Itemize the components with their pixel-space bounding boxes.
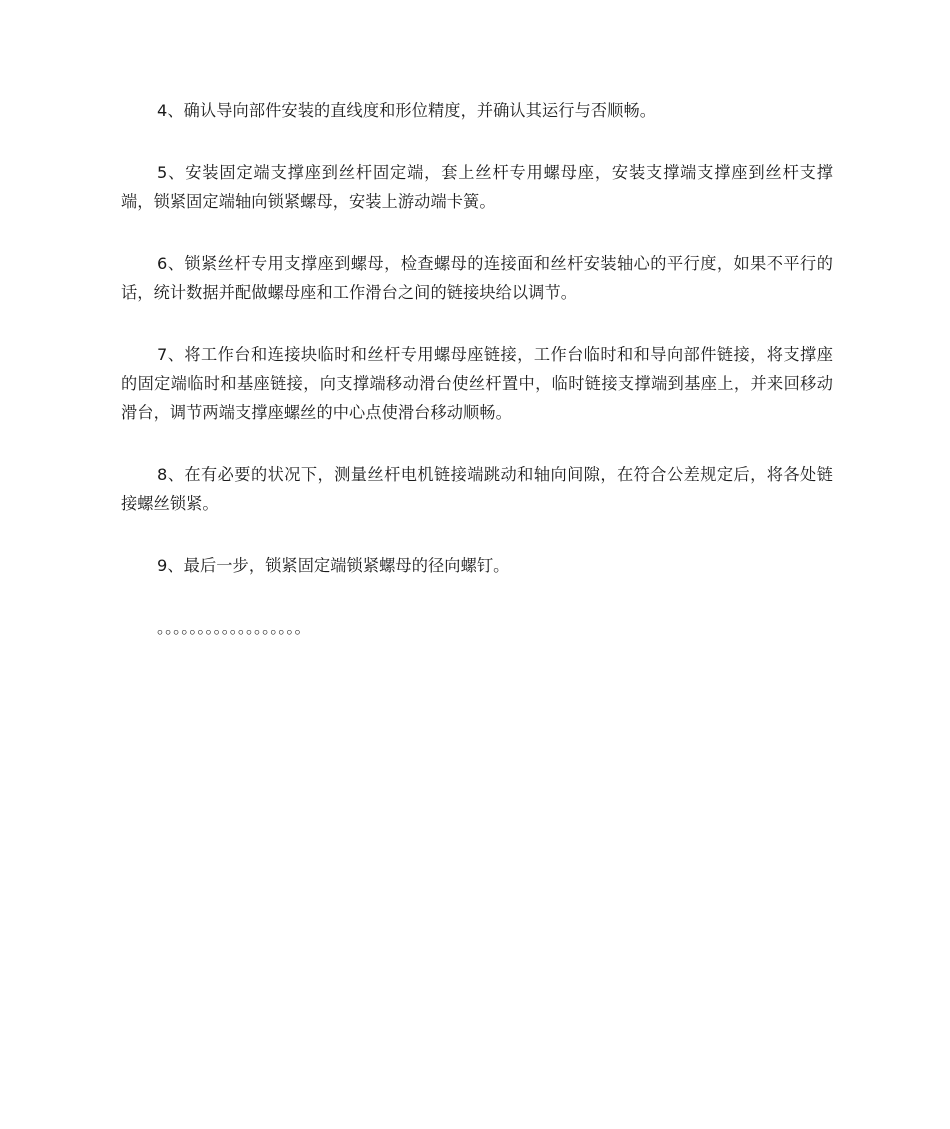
paragraph-step-8: 8、在有必要的状况下，测量丝杆电机链接端跳动和轴向间隙，在符合公差规定后，将各处链接螺丝锁紧。 bbox=[121, 465, 833, 513]
paragraph-step-7: 7、将工作台和连接块临时和丝杆专用螺母座链接，工作台临时和和导向部件链接，将支撑座的固定端临时和基座链接，向支撑端移动滑台使丝杆置中，临时链接支撑端到基座上，并来回移动滑台，调节两端支撑座螺丝的中心点使滑台移动顺畅。 bbox=[121, 345, 833, 422]
ellipsis-line: 。。。。。。。。。。。。。。。。。。 bbox=[157, 618, 311, 637]
paragraph-step-5: 5、安装固定端支撑座到丝杆固定端，套上丝杆专用螺母座，安装支撑端支撑座到丝杆支撑端，锁紧固定端轴向锁紧螺母，安装上游动端卡簧。 bbox=[121, 163, 833, 211]
paragraph-step-6: 6、锁紧丝杆专用支撑座到螺母，检查螺母的连接面和丝杆安装轴心的平行度，如果不平行的话，统计数据并配做螺母座和工作滑台之间的链接块给以调节。 bbox=[121, 254, 833, 302]
paragraph-step-9: 9、最后一步，锁紧固定端锁紧螺母的径向螺钉。 bbox=[157, 556, 510, 575]
document-body bbox=[121, 96, 833, 642]
paragraph-step-4: 4、确认导向部件安装的直线度和形位精度，并确认其运行与否顺畅。 bbox=[157, 101, 657, 120]
